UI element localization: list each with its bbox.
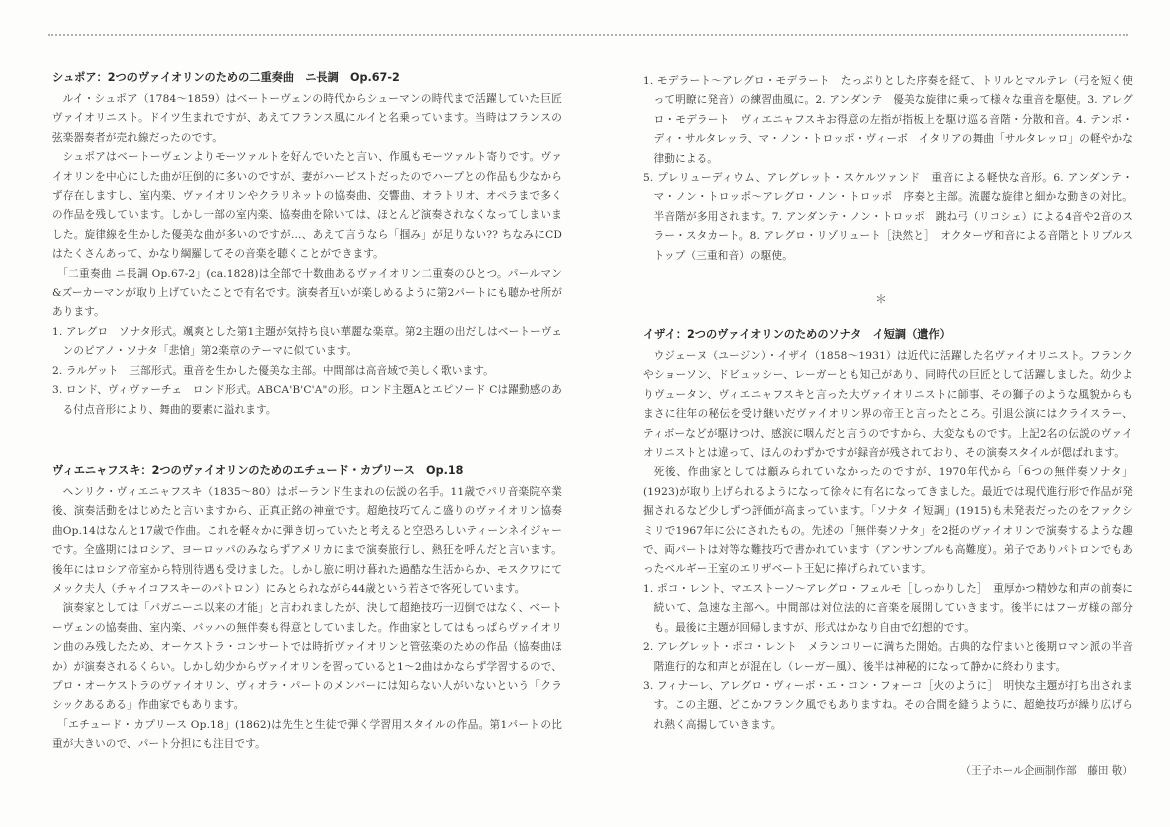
ysaye-paragraph-2: 死後、作曲家としては顧みられていなかったのですが、1970年代から「6つの無伴奏ソナタ」(1923)が取り上げられるようになって徐々に有名になってきました。最近では現代進行形で作品が発掘されるなど少しずつ評価が高まっています。「ソナタ イ短調」(1915)も未発表だったのをファクシミリで1967年に公にされたもの。先述の「無伴奏ソナタ」を2挺のヴァイオリンで演奏するような趣で、両パートは対等な難技巧で書かれています（アンサンブルも高難度）。弟子でありパトロンでもあったベルギー王室のエリザベート王妃に捧げられています。: [643, 466, 1133, 576]
ysaye-title: イザイ：2つのヴァイオリンのためのソナタ イ短調（遺作）: [643, 328, 951, 341]
section-separator-star: ＊: [875, 292, 888, 306]
spohr-movement-1: 1. アレグロ ソナタ形式。颯爽とした第1主題が気持ち良い華麗な楽章。第2主題の出だしはベートーヴェンのピアノ・ソナタ「悲愴」第2楽章のテーマに似ています。: [52, 325, 562, 358]
author-credit: （王子ホール企画制作部 藤田 敬）: [960, 765, 1133, 777]
spohr-paragraph-2: シュポアはベートーヴェンよりモーツァルトを好んでいたと言い、作風もモーツァルト寄りです。ヴァイオリンを中心にした曲が圧倒的に多いのですが、妻がハーピストだったのでハープとの作品も少なからず存在しますし、室内楽、ヴァイオリンやクラリネットの協奏曲、交響曲、オラトリオ、オペラまで多くの作品を残しています。しかし一部の室内楽、協奏曲を除いては、ほとんど演奏されなくなってしまいました。旋律線を生かした優美な曲が多いのですが…、あえて言うなら「掴み」が足りない?? ちなみにCDはたくさんあって、かなり綱羅してその音楽を聴くことができます。: [52, 151, 562, 261]
wieniawski-section: [52, 463, 562, 755]
spohr-movement-3: 3. ロンド、ヴィヴァーチェ ロンド形式。ABCA'B'C'A"の形。ロンド主題Aとエピソード Cは躍動感のある付点音形により、舞曲的要素に溢れます。: [52, 384, 562, 416]
spohr-paragraph-1: ルイ・シュポア（1784～1859）はベートーヴェンの時代からシューマンの時代まで活躍していた巨匠ヴァイオリニスト。ドイツ生まれですが、あえてフランス風にルイと名乗っています。当時はフランスの弦楽器奏者が売れ線だったのです。: [52, 93, 562, 144]
spohr-title: シュポア：2つのヴァイオリンのための二重奏曲 ニ長調 Op.67-2: [52, 71, 400, 84]
ysaye-movement-2: 2. アレグレット・ポコ・レント メランコリーに満ちた開始。古典的な佇まいと後期ロマン派の半音階進行的な和声とが混在し（レーガー風）、後半は神秘的になって静かに終わります。: [643, 641, 1133, 673]
wieniawski-title: ヴィエニャフスキ：2つのヴァイオリンのためのエチュード・カプリース Op.18: [52, 464, 464, 477]
top-dotted-divider: [48, 34, 1128, 36]
wieniawski-paragraph-3: 「エチュード・カプリース Op.18」(1862)は先生と生徒で弾く学習用スタイルの作品。第1パートの比重が大きいので、パート分担にも注目です。: [52, 718, 562, 751]
wieniawski-movements: [643, 72, 1133, 266]
ysaye-movement-1: 1. ポコ・レント、マエストーソ～アレグロ・フェルモ［しっかりした］ 重厚かつ精妙な和声の前奏に続いて、急速な主部へ。中間部は対位法的に音楽を展開していきます。後半にはフーガ様の部分も。最後に主題が回帰しますが、形式はかなり自由で幻想的です。: [643, 582, 1133, 634]
wieniawski-paragraph-1: ヘンリク・ヴィエニャフスキ（1835～80）はポーランド生まれの伝説の名手。11歳でパリ音楽院卒業後、演奏活動をはじめたと言いますから、正真正銘の神童です。超絶技巧てんこ盛りのヴァイオリン協奏曲Op.14はなんと17歳で作曲。これを軽々かに弾き切っていたと考えると空恐ろしいティーンネイジャーです。全盛期にはロシア、ヨーロッパのみならずアメリカにまで演奏旅行し、熱狂を呼んだと言います。後年にはロシア帝室から特別待遇も受けました。しかし旅に明け暮れた過酷な生活からか、モスクワにてメック夫人（チャイコフスキーのパトロン）にみとられながら44歳という若さで客死しています。: [52, 486, 562, 596]
wieniawski-paragraph-2: 演奏家としては「パガニーニ以来の才能」と言われましたが、決して超絶技巧一辺倒ではなく、ベートーヴェンの協奏曲、室内楽、バッハの無伴奏も得意としていました。作曲家としてはもっぱらヴァイオリン曲のみ残したため、オーケストラ・コンサートでは時折ヴァイオリンと管弦楽のための作品（協奏曲ほか）が演奏されるくらい。しかし幼少からヴァイオリンを習っていると1～2曲はかならず学習するので、プロ・オーケストラのヴァイオリン、ヴィオラ・パートのメンバーには知らない人がいないという「クラシックあるある」作曲家でもあります。: [52, 602, 562, 712]
spohr-section: [52, 70, 562, 420]
ysaye-section: [643, 327, 1133, 735]
spohr-paragraph-3: 「二重奏曲 ニ長調 Op.67-2」(ca.1828)は全部で十数曲あるヴァイオリン二重奏のひとつ。パールマン&ズーカーマンが取り上げていたことで有名です。演奏者互いが楽しめるように第2パートにも聴かせ所があります。: [52, 267, 562, 319]
ysaye-paragraph-1: ウジェーヌ（ユージン）・イザイ（1858～1931）は近代に活躍した名ヴァイオリニスト。フランクやショーソン、ドビュッシー、レーガーとも知己があり、同時代の巨匠として活躍しました。幼少よりヴュータン、ヴィエニャフスキと言った大ヴァイオリニストに師事、その獅子のような風貌からもまさに往年の秘伝を受け継いだヴァイオリン界の帝王と言ったところ。引退公演にはクライスラー、ティボーなどが駆けつけ、感涙に咽んだと言うのですから、大変なものです。上記2名の伝説のヴァイオリニストとは違って、ほんのわずかですが録音が残されており、その演奏スタイルが偲ばれます。: [643, 350, 1133, 460]
wieniawski-movements-5-8: 5. プレリューディウム、アレグレット・スケルツァンド 重音による軽快な音形。6. アンダンテ・マ・ノン・トロッポ～アレグロ・ノン・トロッポ 序奏と主部。流麗な旋律と細かな動きの対比。半音階が多用されます。7. アンダンテ・ノン・トロッポ 跳ね弓（リコシェ）による4音や2音のスラー・スタカート。8. アレグロ・リゾリュート［決然と］ オクターヴ和音による音階とトリプルストップ（三重和音）の駆使。: [643, 172, 1133, 262]
ysaye-movement-3: 3. フィナーレ、アレグロ・ヴィーボ・エ・コン・フォーコ［火のように］ 明快な主題が打ち出されます。この主題、どこかフランク風でもありますね。その合間を縫うように、超絶技巧が繰り広げられ熱く高揚していきます。: [643, 679, 1133, 731]
wieniawski-movements-1-4: 1. モデラート～アレグロ・モデラート たっぷりとした序奏を経て、トリルとマルテレ（弓を短く使って明瞭に発音）の練習曲風に。2. アンダンテ 優美な旋律に乗って様々な重音を駆使。3. アレグロ・モデラート ヴィエニャフスキお得意の左指が指板上を駆け巡る音階・分散和音。4. テンポ・ディ・サルタレッラ、マ・ノン・トロッポ・ヴィーボ イタリアの舞曲「サルタレッロ」の軽やかな律動による。: [643, 75, 1133, 165]
spohr-movement-2: 2. ラルゲット 三部形式。重音を生かした優美な主部。中間部は高音域で美しく歌います。: [52, 364, 494, 377]
